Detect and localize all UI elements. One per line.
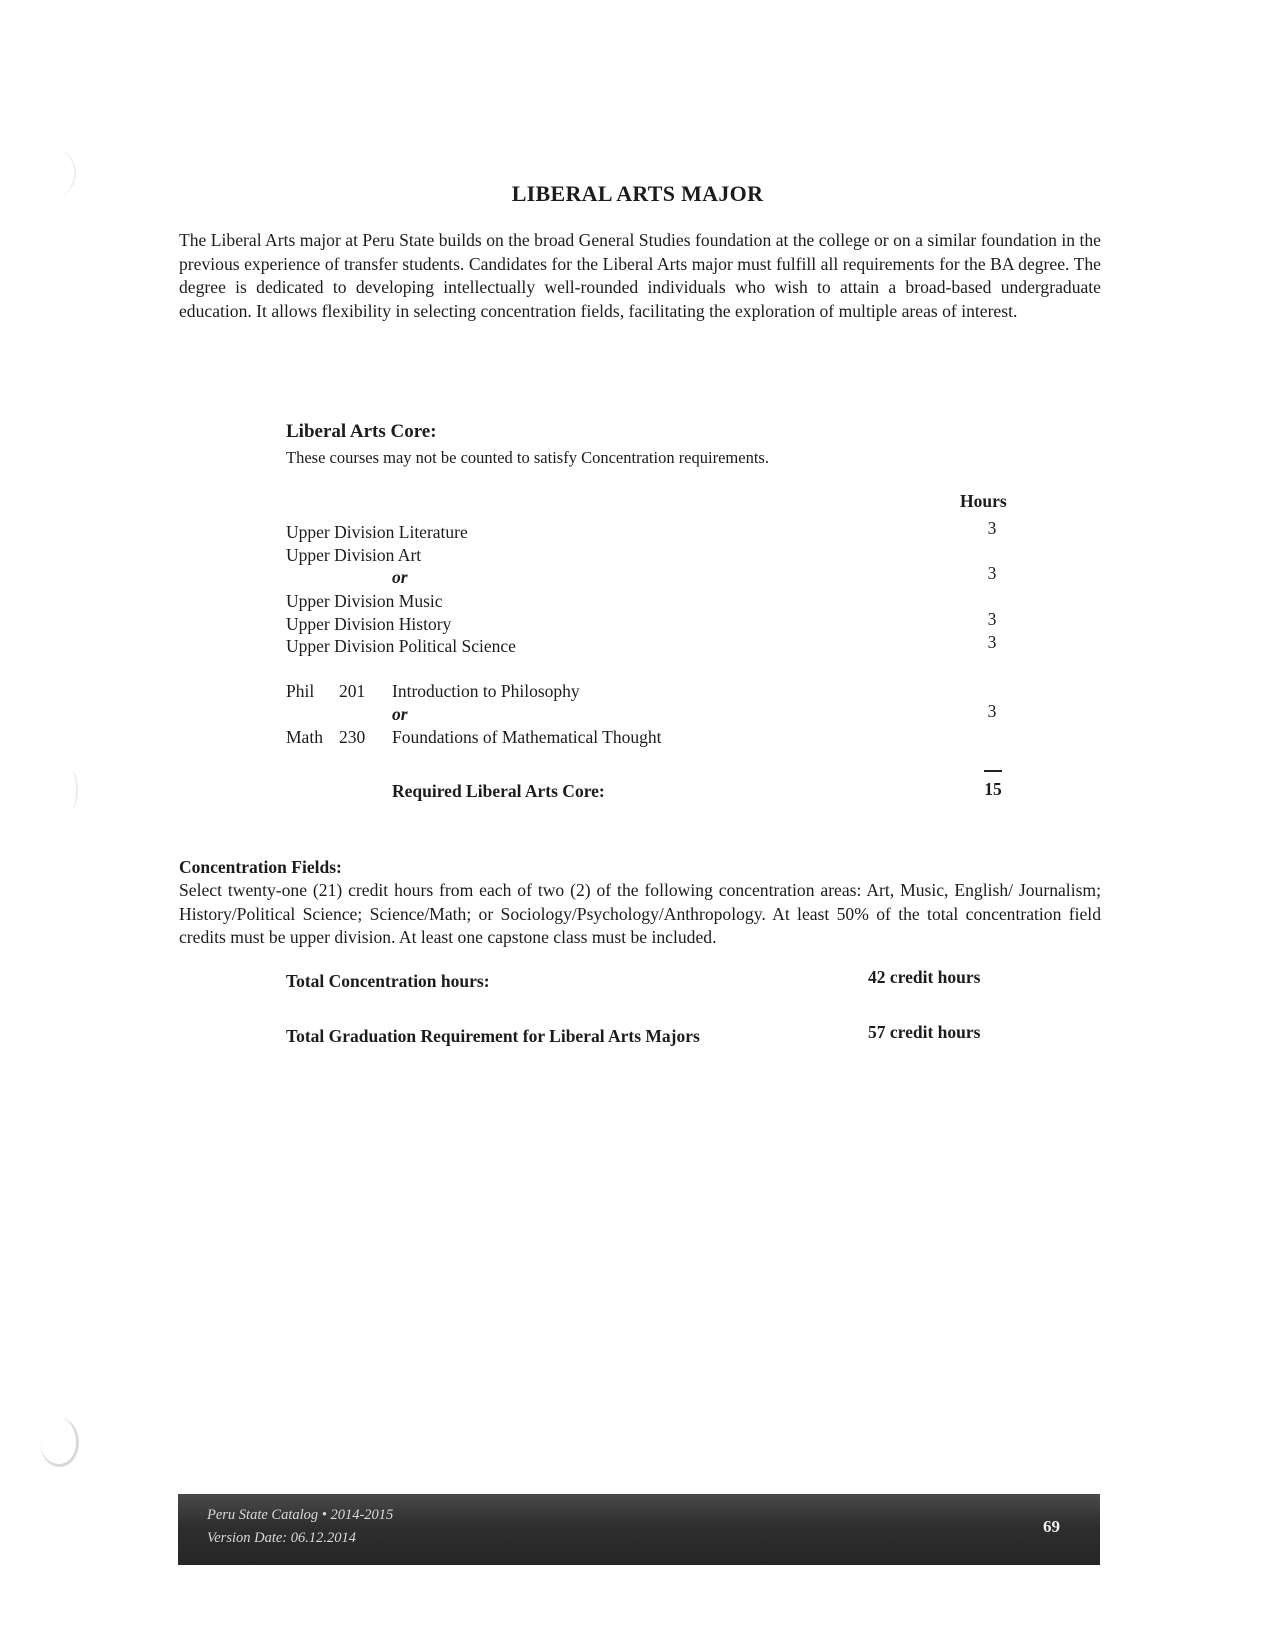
literature-hours: 3 [987, 518, 997, 538]
footer-catalog-line: Peru State Catalog • 2014-2015 [207, 1507, 394, 1523]
course-dept-math: Math [286, 727, 323, 747]
concentration-paragraph: Select twenty-one (21) credit hours from each of two (2) of the following concentration areas: Art, Music, English/ Journalism; History/Political Science; Science/Math; or Sociology/Psychology/Anthropology. At least 50% of the total concentration field credits must be upper division. At least one capstone class must be included. [179, 880, 1101, 947]
concentration-heading: Concentration Fields: [179, 857, 342, 877]
core-heading: Liberal Arts Core: [286, 421, 437, 442]
course-title-phil: Introduction to Philosophy [392, 681, 580, 701]
upper-division-art: Upper Division Art [286, 545, 422, 565]
course-dept-phil: Phil [286, 681, 315, 701]
intro-paragraph: The Liberal Arts major at Peru State builds on the broad General Studies foundation at the college or on a similar foundation in the previous experience of transfer students. Candidates for the Liberal Arts major must fulfill all requirements for the BA degree. The degree is dedicated to developing intellectually well-rounded individuals who wish to attain a broad-based undergraduate education. It allows flexibility in selecting concentration fields, facilitating the exploration of multiple areas of interest. [179, 230, 1101, 321]
required-core-total: 15 [984, 779, 1002, 799]
page-number: 69 [1043, 1517, 1060, 1536]
course-num-phil: 201 [339, 681, 366, 701]
art-music-hours: 3 [987, 563, 997, 583]
scan-mark-bottom-left [40, 1418, 79, 1467]
upper-division-history: Upper Division History [286, 614, 452, 634]
or-connector-art-music: or [392, 567, 408, 587]
course-title-math: Foundations of Mathematical Thought [392, 727, 662, 747]
total-concentration-label: Total Concentration hours: [286, 971, 490, 991]
phil-math-hours: 3 [987, 701, 997, 721]
total-concentration-value: 42 credit hours [868, 967, 981, 987]
course-num-math: 230 [339, 727, 366, 747]
total-graduation-label: Total Graduation Requirement for Liberal Arts Majors [286, 1026, 700, 1046]
page-title: LIBERAL ARTS MAJOR [511, 181, 764, 206]
political-science-hours: 3 [987, 632, 997, 652]
upper-division-literature: Upper Division Literature [286, 522, 468, 542]
scan-mark-middle-left [64, 770, 78, 810]
history-hours: 3 [987, 609, 997, 629]
upper-division-political-science: Upper Division Political Science [286, 636, 516, 656]
hours-column-header: Hours [960, 491, 1007, 511]
total-graduation-value: 57 credit hours [868, 1022, 981, 1042]
core-note: These courses may not be counted to satisfy Concentration requirements. [286, 448, 769, 467]
required-core-label: Required Liberal Arts Core: [392, 781, 605, 801]
upper-division-music: Upper Division Music [286, 591, 443, 611]
footer-version-line: Version Date: 06.12.2014 [207, 1530, 357, 1546]
total-underline [984, 770, 1002, 772]
or-connector-phil-math: or [392, 704, 408, 724]
